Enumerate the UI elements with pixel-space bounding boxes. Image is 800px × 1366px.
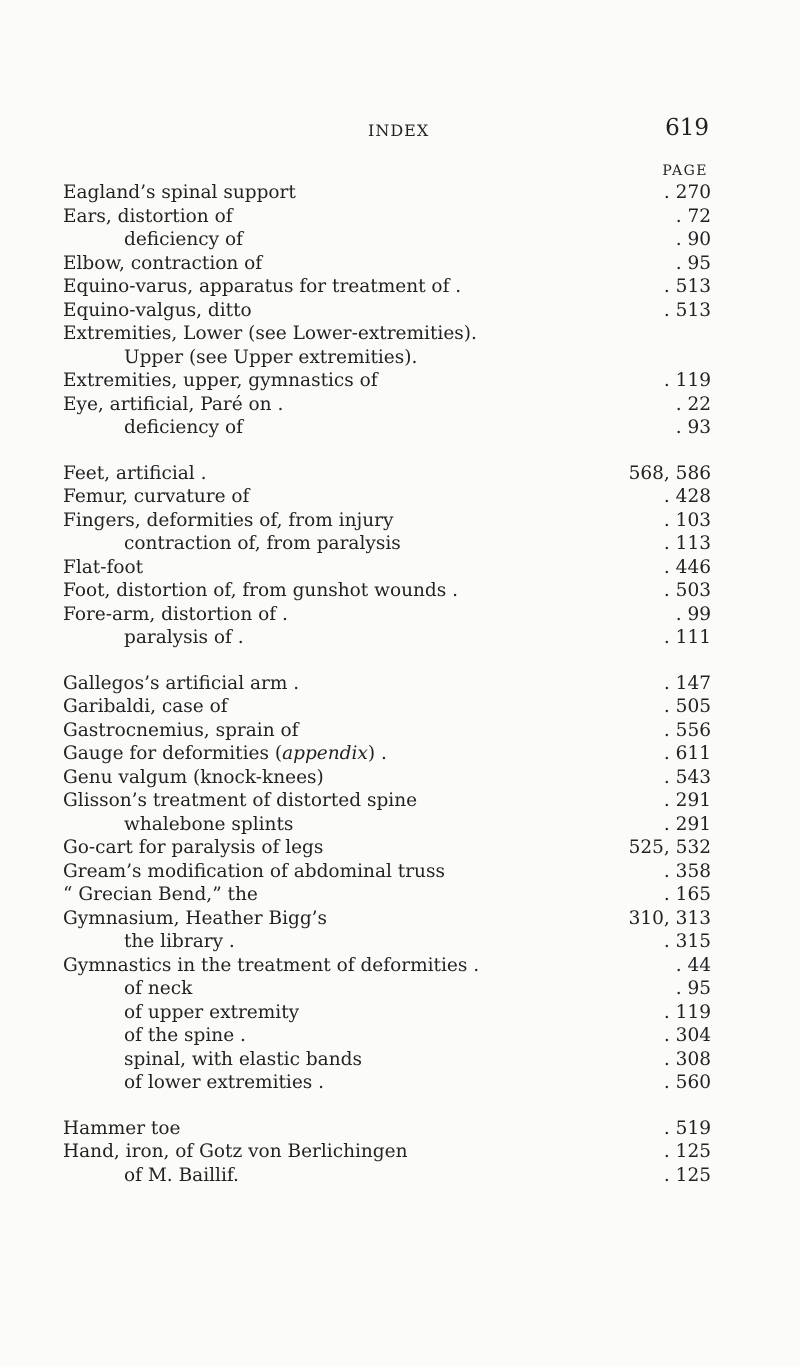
index-page-ref: . 505	[663, 696, 711, 717]
index-page-ref: . 44	[675, 954, 711, 976]
index-term: Garibaldi, case of	[63, 696, 228, 717]
index-term: Flat-foot	[63, 556, 144, 578]
index-entry	[63, 954, 711, 978]
index-term: Hammer toe	[63, 1117, 181, 1139]
index-page-ref: . 103	[663, 509, 711, 531]
index-term: Equino-varus, apparatus for treatment of .	[63, 276, 462, 297]
index-term: Equino-valgus, ditto	[63, 299, 252, 321]
running-head	[0, 117, 800, 143]
index-entry	[63, 766, 711, 790]
index-entry	[63, 930, 711, 954]
index-entry	[63, 205, 711, 229]
index-entry	[63, 883, 711, 907]
index-entry	[63, 532, 711, 556]
index-entry	[63, 626, 711, 650]
index-term: of upper extremity	[124, 1001, 300, 1023]
index-term: Fingers, deformities of, from injury	[63, 509, 394, 531]
index-term: Ears, distortion of	[63, 205, 233, 227]
index-term: “ Grecian Bend,” the	[63, 884, 258, 905]
index-entry	[63, 1001, 711, 1025]
index-entry	[63, 252, 711, 276]
index-section	[63, 181, 711, 440]
index-entry	[63, 1164, 711, 1188]
index-term: Extremities, upper, gymnastics of	[63, 370, 378, 391]
index-entry	[63, 322, 711, 346]
index-page-ref: . 358	[663, 860, 711, 882]
index-page-ref: . 304	[663, 1025, 711, 1046]
index-term: Extremities, Lower (see Lower-extremities).	[63, 323, 477, 344]
index-page-ref: . 99	[675, 603, 711, 625]
page-column-header: PAGE	[662, 163, 708, 179]
index-term: the library .	[124, 931, 235, 952]
index-entry	[63, 977, 711, 1001]
index-entry	[63, 369, 711, 393]
index-page-ref: . 90	[675, 229, 711, 250]
index-list	[63, 181, 711, 1209]
index-term: Gastrocnemius, sprain of	[63, 719, 299, 741]
index-page-ref: . 93	[675, 417, 711, 438]
index-term: of the spine .	[124, 1025, 246, 1046]
index-entry	[63, 181, 711, 205]
index-entry	[63, 742, 711, 766]
index-term: Eye, artificial, Paré on .	[63, 393, 284, 415]
index-page-ref: . 111	[663, 627, 711, 648]
index-term: Eagland’s spinal support	[63, 182, 296, 203]
index-entry	[63, 275, 711, 299]
index-term: Gymnastics in the treatment of deformities .	[63, 954, 480, 976]
index-term: paralysis of .	[124, 627, 244, 648]
index-term: Genu valgum (knock-knees)	[63, 766, 324, 788]
index-term: Go-cart for paralysis of legs	[63, 837, 324, 858]
index-term: Upper (see Upper extremities).	[124, 346, 418, 368]
index-entry	[63, 299, 711, 323]
index-entry	[63, 579, 711, 603]
index-entry	[63, 907, 711, 931]
index-entry	[63, 228, 711, 252]
index-page-ref: . 308	[663, 1048, 711, 1070]
index-term: Foot, distortion of, from gunshot wounds .	[63, 580, 459, 601]
index-entry	[63, 393, 711, 417]
index-page-ref: . 291	[663, 813, 711, 835]
index-entry	[63, 603, 711, 627]
index-entry	[63, 1140, 711, 1164]
index-page-ref: . 446	[663, 556, 711, 578]
index-entry	[63, 462, 711, 486]
index-term: Elbow, contraction of	[63, 252, 263, 274]
index-page-ref: . 291	[663, 790, 711, 811]
index-page-ref: . 611	[663, 743, 711, 764]
index-page-ref: . 519	[663, 1117, 711, 1139]
index-page-ref: . 503	[663, 580, 711, 601]
index-entry	[63, 1048, 711, 1072]
index-term: deficiency of	[124, 229, 243, 250]
index-page-ref: . 119	[663, 1001, 711, 1023]
index-term: Feet, artificial .	[63, 462, 207, 484]
index-term: Gauge for deformities (appendix) .	[63, 743, 387, 764]
index-page-ref: . 147	[663, 672, 711, 694]
page-number: 619	[665, 115, 709, 141]
index-page-ref: . 125	[663, 1141, 711, 1162]
index-page-ref: . 513	[663, 299, 711, 321]
index-entry	[63, 1117, 711, 1141]
running-head-title: INDEX	[368, 121, 430, 140]
index-entry	[63, 556, 711, 580]
index-page-ref: . 72	[675, 205, 711, 227]
index-section	[63, 1117, 711, 1188]
index-entry	[63, 789, 711, 813]
index-page-ref: . 428	[663, 486, 711, 507]
index-page-ref: 568, 586	[628, 462, 711, 484]
index-page-ref: . 556	[663, 719, 711, 741]
index-term: deficiency of	[124, 417, 243, 438]
index-page-ref: . 125	[663, 1164, 711, 1186]
index-term: Gallegos’s artificial arm .	[63, 672, 300, 694]
index-entry	[63, 672, 711, 696]
index-page-ref: 310, 313	[628, 907, 711, 929]
index-entry	[63, 719, 711, 743]
index-entry	[63, 813, 711, 837]
index-term: of M. Baillif.	[124, 1164, 239, 1186]
index-term: Glisson’s treatment of distorted spine	[63, 790, 418, 811]
index-entry	[63, 860, 711, 884]
index-page-ref: . 513	[663, 276, 711, 297]
index-term: whalebone splints	[124, 813, 294, 835]
index-page-ref: . 119	[663, 370, 711, 391]
index-entry	[63, 485, 711, 509]
index-section	[63, 672, 711, 1095]
index-page-ref: . 270	[663, 182, 711, 203]
index-entry	[63, 1024, 711, 1048]
index-entry	[63, 509, 711, 533]
index-term: Fore-arm, distortion of .	[63, 603, 288, 625]
index-term: Femur, curvature of	[63, 486, 250, 507]
index-page-ref: . 22	[675, 393, 711, 415]
index-page-ref: . 165	[663, 884, 711, 905]
index-page-ref: . 95	[675, 252, 711, 274]
index-page-ref: . 315	[663, 931, 711, 952]
index-term: Gream’s modification of abdominal truss	[63, 860, 445, 882]
index-term: Gymnasium, Heather Bigg’s	[63, 907, 328, 929]
index-page-ref: . 560	[663, 1072, 711, 1093]
index-term: of lower extremities .	[124, 1072, 325, 1093]
index-page-ref: 525, 532	[628, 837, 711, 858]
index-entry	[63, 836, 711, 860]
index-page-ref: . 113	[663, 533, 711, 554]
index-entry	[63, 346, 711, 370]
index-page-ref: . 543	[663, 766, 711, 788]
index-term: Hand, iron, of Gotz von Berlichingen	[63, 1141, 408, 1162]
index-term: of neck	[124, 978, 193, 999]
index-entry	[63, 416, 711, 440]
index-section	[63, 462, 711, 650]
index-entry	[63, 1071, 711, 1095]
index-entry	[63, 695, 711, 719]
index-term: spinal, with elastic bands	[124, 1048, 362, 1070]
index-term: contraction of, from paralysis	[124, 533, 401, 554]
index-page-ref: . 95	[675, 978, 711, 999]
